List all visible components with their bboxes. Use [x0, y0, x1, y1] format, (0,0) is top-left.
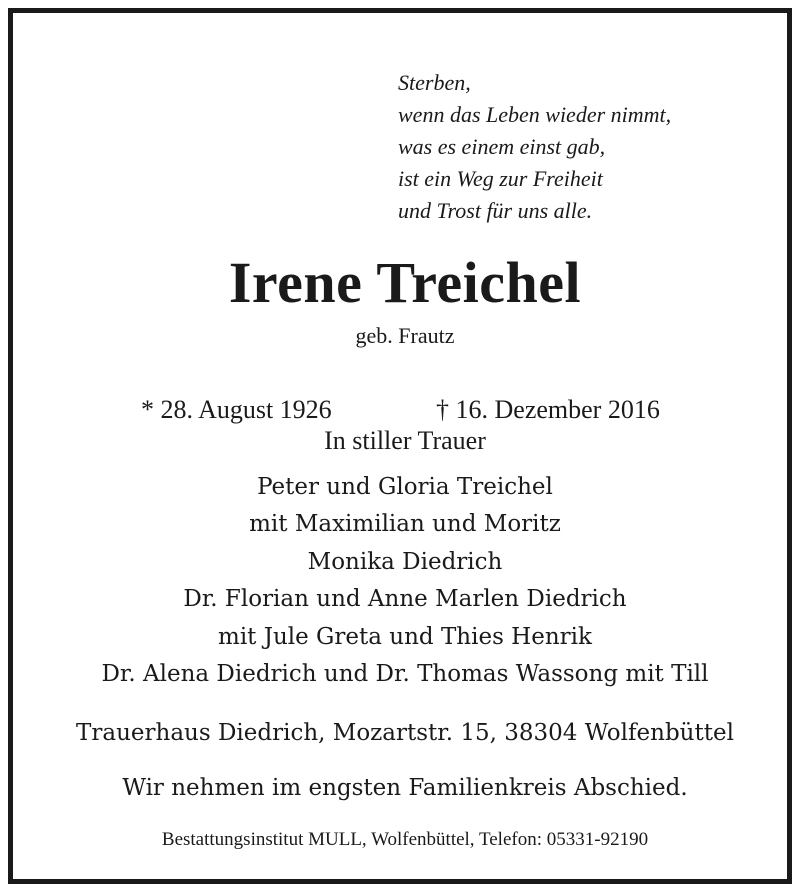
mourner-line: mit Jule Greta und Thies Henrik — [218, 623, 592, 650]
birth-date: * 28. August 1926 — [141, 395, 332, 424]
maiden-name: geb. Frautz — [355, 323, 455, 348]
mourning-intro: In stiller Trauer — [324, 426, 486, 455]
poem-line: ist ein Weg zur Freiheit — [398, 166, 603, 191]
deceased-name: Irene Treichel — [228, 250, 582, 315]
poem-line: und Trost für uns alle. — [398, 198, 593, 223]
poem-line: was es einem einst gab, — [398, 134, 606, 159]
obituary-frame — [8, 8, 792, 884]
mourner-line: Dr. Florian und Anne Marlen Diedrich — [183, 586, 627, 613]
mourner-line: mit Maximilian und Moritz — [249, 511, 561, 538]
mourner-line: Monika Diedrich — [307, 548, 503, 575]
mourning-house-address: Trauerhaus Diedrich, Mozartstr. 15, 38304 Wolfenbüttel — [76, 720, 734, 746]
poem — [398, 67, 671, 227]
poem-line: wenn das Leben wieder nimmt, — [398, 102, 672, 127]
poem-line: Sterben, — [398, 70, 471, 95]
mourners-list — [13, 469, 797, 693]
mourner-line: Dr. Alena Diedrich und Dr. Thomas Wassong mit Till — [101, 661, 709, 688]
farewell-note: Wir nehmen im engsten Familienkreis Abschied. — [122, 775, 688, 801]
death-date: † 16. Dezember 2016 — [436, 395, 660, 424]
funeral-home-contact: Bestattungsinstitut MULL, Wolfenbüttel, Telefon: 05331-92190 — [161, 829, 649, 850]
mourner-line: Peter und Gloria Treichel — [257, 474, 553, 500]
